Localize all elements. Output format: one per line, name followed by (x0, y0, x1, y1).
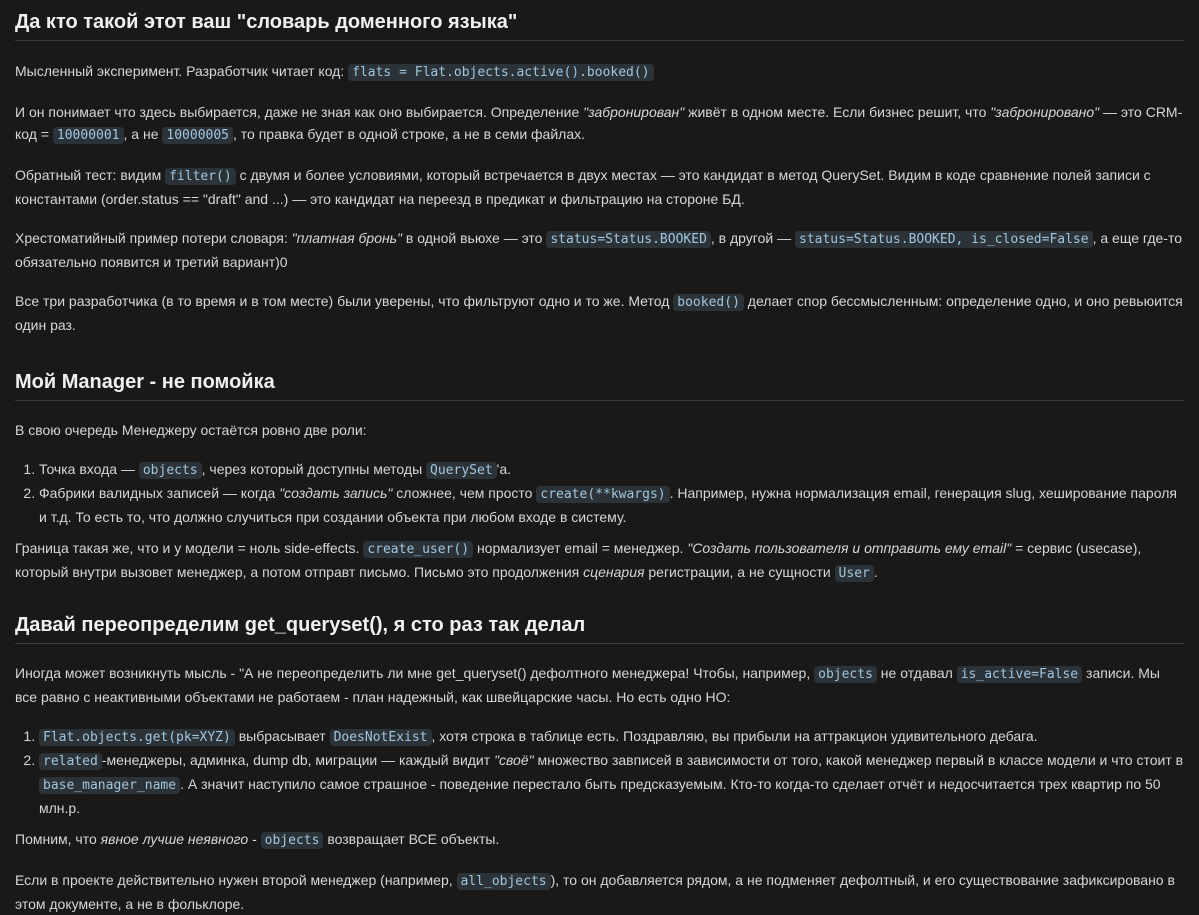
code-base-manager-name: base_manager_name (39, 777, 180, 794)
text: , а еще где-то обязательно появится и третий вариант)0 (15, 230, 1183, 270)
text: , а не (123, 126, 163, 142)
text: И он понимает что здесь выбирается, даже не зная как оно выбирается. Определение (15, 104, 584, 120)
code-flat-get: Flat.objects.get(pk=XYZ) (39, 729, 235, 746)
text: Обратный тест: видим (15, 167, 166, 183)
code-related: related (39, 753, 102, 770)
text: = сервис (usecase), который внутри вызовет менеджер, а потом отправт письмо. Письмо это продолжения (15, 540, 1142, 580)
text: Мысленный эксперимент. Разработчик читает код: (15, 63, 349, 79)
text: Иногда может возникнуть мысль - "А не переопределить ли мне get_queryset() дефолтного менеджера! Чтобы, например, (15, 665, 815, 681)
paragraph-side-effects (15, 537, 1184, 585)
list-item (39, 749, 1184, 819)
paragraph-override-thought (15, 662, 1184, 708)
text: — это CRM-код = (15, 104, 1183, 142)
text: Помним, что (15, 831, 101, 847)
paragraph-reverse-test (15, 164, 1184, 210)
text: , в другой — (710, 230, 795, 246)
section-heading-get-queryset: Давай переопределим get_queryset(), я сто раз так делал (15, 614, 1184, 644)
code-status-booked-closed: status=Status.BOOKED, is_closed=False (795, 231, 1093, 248)
text: Все три разработчика (в то время и в том месте) были уверены, что фильтруют одно и то же. Метод (15, 293, 674, 309)
emphasis: "своё" (494, 752, 534, 768)
text: ), то он добавляется рядом, а не подменяет дефолтный, и его существование зафиксировано в этом документе, а не в фольклоре. (15, 872, 1175, 912)
text: , хотя строка в таблице есть. Поздравляю, вы прибыли на аттракцион удивительного дебага. (431, 728, 1038, 744)
paragraph-second-manager (15, 869, 1184, 915)
text: . (873, 564, 878, 580)
text: не отдавал (876, 665, 957, 681)
section-heading-manager: Мой Manager - не помойка (15, 371, 1184, 401)
text: Хрестоматийный пример потери словаря: (15, 230, 292, 246)
code-objects: objects (139, 462, 202, 479)
text: 'а. (496, 461, 512, 477)
text: записи. Мы все равно с неактивными объектами не работаем - план надежный, как швейцарские часы. Но есть одно НО: (15, 665, 1160, 705)
code-crm-code-2: 10000005 (162, 127, 233, 144)
emphasis: "создать запись" (279, 485, 393, 501)
text: возвращает ВСЕ объекты. (323, 831, 500, 847)
paragraph-explicit-better (15, 828, 1184, 852)
code-crm-code-1: 10000001 (53, 127, 124, 144)
paragraph-three-developers (15, 290, 1184, 336)
code-booked: booked() (673, 294, 744, 311)
paragraph-dictionary-loss (15, 227, 1184, 273)
emphasis: "забронирован" (583, 104, 685, 120)
text: Точка входа — (39, 461, 139, 477)
paragraph-definition (15, 101, 1184, 147)
text: в одной вьюхе — это (402, 230, 547, 246)
text: , то правка будет в одной строке, а не в семи файлах. (233, 126, 585, 142)
manager-roles-list (15, 458, 1184, 528)
list-item (39, 482, 1184, 528)
text: с двумя и более условиями, который встречается в двух местах — это кандидат в метод QuerySet. Видим в коде сравнение полей записи с константами (order.status == "draft" and ...) — это кандидат на переезд в предикат и фильтрацию на стороне БД. (15, 167, 1151, 207)
code-user: User (835, 565, 874, 582)
text: , через который доступны методы (201, 461, 427, 477)
code-filter: filter() (165, 168, 236, 185)
code-create-user: create_user() (363, 541, 473, 558)
code-does-not-exist: DoesNotExist (330, 729, 432, 746)
text: . Например, нужна нормализация email, генерация slug, хеширование пароля и т.д. То есть то, что должно случиться при создании объекта при любом входе в систему. (39, 485, 1177, 525)
code-create-kwargs: create(**kwargs) (536, 486, 669, 503)
emphasis: явное лучше неявного (100, 831, 249, 847)
text: живёт в одном месте. Если бизнес решит, что (684, 104, 991, 120)
text: Фабрики валидных записей — когда (39, 485, 280, 501)
list-item (39, 458, 1184, 482)
emphasis: сценария (583, 564, 645, 580)
code-all-objects: all_objects (457, 873, 551, 890)
list-item (39, 725, 1184, 749)
section-heading-dictionary: Да кто такой этот ваш "словарь доменного языка" (15, 0, 1184, 41)
code-objects: objects (261, 832, 324, 849)
text: выбрасывает (234, 728, 330, 744)
text: нормализует email = менеджер. (473, 540, 688, 556)
emphasis: "Создать пользователя и отправить ему email" (687, 540, 1012, 556)
paragraph-thought-experiment (15, 60, 1184, 84)
text: -менеджеры, админка, dump db, миграции — каждый видит (101, 752, 495, 768)
override-problems-list (15, 725, 1184, 819)
code-objects: objects (814, 666, 877, 683)
text: Если в проекте действительно нужен второй менеджер (например, (15, 872, 457, 888)
code-queryset: QuerySet (426, 462, 497, 479)
text: . А значит наступило самое страшное - поведение перестало быть предсказуемым. Кто-то когда-то сделает отчёт и недосчитается трех квартир по 50 млн.р. (39, 776, 1161, 816)
text: регистрации, а не сущности (644, 564, 835, 580)
code-flats-query: flats = Flat.objects.active().booked() (348, 64, 653, 81)
text: сложнее, чем просто (392, 485, 537, 501)
text: делает спор бессмысленным: определение одно, и оно ревьюится один раз. (15, 293, 1183, 333)
text: - (248, 831, 261, 847)
text: Граница такая же, что и у модели = ноль side-effects. (15, 540, 364, 556)
paragraph-manager-roles: В свою очередь Менеджеру остаётся ровно две роли: (15, 422, 367, 438)
text: множество завписей в зависимости от того, какой менеджер первый в классе модели и что стоит в (533, 752, 1184, 768)
code-status-booked: status=Status.BOOKED (546, 231, 711, 248)
emphasis: "забронировано" (990, 104, 1100, 120)
emphasis: "платная бронь" (291, 230, 403, 246)
code-is-active-false: is_active=False (957, 666, 1082, 683)
